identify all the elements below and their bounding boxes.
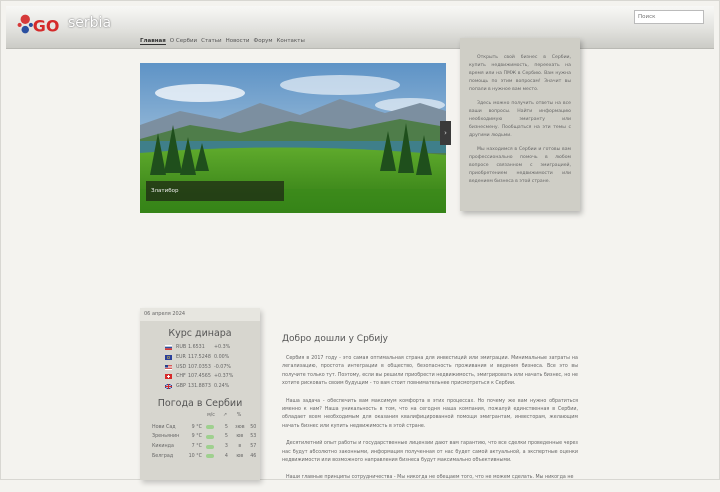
weather-city: Кикинда <box>152 444 174 450</box>
current-date: 06 апреля 2024 <box>140 308 260 321</box>
nav-forum[interactable]: Форум <box>253 38 273 44</box>
cloud-icon <box>206 425 214 429</box>
rate-value: 107.0353 <box>188 364 211 370</box>
weather-direction: зюв <box>235 424 245 430</box>
rate-value: 131.8873 <box>188 384 211 390</box>
rate-code: USD <box>176 364 187 370</box>
site-logo[interactable] <box>14 9 74 39</box>
weather-city: Зреньянин <box>152 434 180 440</box>
weather-humidity: 50 <box>250 424 257 430</box>
weather-wind: 5 <box>224 424 228 430</box>
svg-text:GO: GO <box>32 16 60 36</box>
weather-row <box>152 452 260 462</box>
slide-caption[interactable]: Златибор <box>146 181 284 201</box>
article-paragraph: Наши главные принципы сотрудничества - Мы никогда не обещаем того, что не можем сделать. Мы никогда не <box>286 475 574 481</box>
weather-header-direction: ↗ <box>222 413 228 419</box>
note-paragraph: Открыть свой бизнес в Сербии, купить недвижимость, переехать на время или на ПМЖ в Сербию. Вам нужна помощь по этим вопросам! Значит вы попали в нужное вам место. <box>469 55 571 92</box>
exchange-rates-table <box>165 343 260 391</box>
weather-header <box>152 413 260 422</box>
article-title: Добро дошли у Србију <box>282 334 389 344</box>
rate-row <box>165 343 260 353</box>
rate-change: 0.00% <box>214 355 230 361</box>
weather-direction: юв <box>236 453 244 459</box>
article-paragraph: Наша задача - обеспечить вам максимум комфорта в этих процессах. Но почему же вам нужно обратиться именно к нам? Наша уникальность в том, что на сегодня наша компания, пожалуй единственная в Сербии, обладает всем необходимым для оказания квалифицированной помощи эмигрантам, инвесторам, желающим начать бизнес или купить недвижимость в этой стране. <box>282 398 578 429</box>
note-paragraph: Здесь можно получить ответы на все ваши вопросы. Найти информацию необходимую эмигранту или бизнесмену. Пообщаться на эти темы с другими людьми. <box>469 101 571 138</box>
weather-wind: 5 <box>224 434 228 440</box>
weather-header-wind: м/с <box>207 413 215 419</box>
rate-value: 117.5248 <box>188 355 211 361</box>
sidebar <box>140 308 260 480</box>
weather-wind: 3 <box>224 444 228 450</box>
rate-row <box>165 362 260 372</box>
nav-articles[interactable]: Статьи <box>201 38 222 44</box>
rate-change: -0.07% <box>214 364 231 370</box>
cloud-icon <box>206 454 214 458</box>
exchange-rates-title: Курс динара <box>168 328 232 339</box>
weather-table <box>152 413 260 461</box>
weather-row <box>152 422 260 432</box>
weather-temp: 10 °C <box>188 453 202 459</box>
intro-note-panel <box>460 38 580 211</box>
russia-flag-icon <box>165 345 172 350</box>
rate-code: EUR <box>176 355 186 361</box>
site-header <box>6 6 714 49</box>
rate-row <box>165 372 260 382</box>
rate-code: GBP <box>176 384 186 390</box>
nav-home[interactable]: Главная <box>140 38 166 44</box>
weather-city: Белград <box>152 453 174 459</box>
rate-value: 107.4565 <box>188 374 211 380</box>
image-slider[interactable] <box>140 63 446 213</box>
rate-row <box>165 382 260 392</box>
rate-code: CHF <box>176 374 186 380</box>
weather-row <box>152 432 260 442</box>
rate-change: +0.3% <box>214 345 231 351</box>
search-input[interactable] <box>634 10 704 24</box>
note-paragraph: Мы находимся в Сербии и готовы вам профессионально помочь в любом вопросе связанном с эмиграцией, приобретением недвижимости или ведением бизнеса в этой стране. <box>469 147 571 184</box>
rate-change: +0.37% <box>214 374 234 380</box>
article-paragraph: Десятилетний опыт работы и государственные лицензии дают вам гарантию, что все сделки проведенные через нас будут абсолютно законными, информация полученная от нас будет самой актуальной, а экспертные оценки недвижимости или возможного направления бизнеса будут максимально объективными. <box>282 441 578 464</box>
usa-flag-icon <box>165 365 172 370</box>
nav-contacts[interactable]: Контакты <box>276 38 305 44</box>
cloud-icon <box>206 435 214 439</box>
nav-about-serbia[interactable]: О Сербии <box>169 38 198 44</box>
uk-flag-icon <box>165 384 172 389</box>
weather-header-humidity: % <box>236 413 242 419</box>
weather-humidity: 53 <box>250 434 257 440</box>
weather-direction: юв <box>236 434 244 440</box>
cloud-icon <box>206 445 214 449</box>
main-nav <box>140 38 305 45</box>
article-paragraph: Сербия в 2017 году - это самая оптимальная страна для инвестиций или эмиграции. Минимальные затраты на легализацию, простота интеграции в общество, безопасность проживания и ведения бизнеса. Все это вы получите только тут. Поэтому, если вы решили приобрести недвижимость, эмигрировать или начать бизнес, но не хотите рисковать своим будущим - то вам стоит повнимательнее присмотреться к Сербии. <box>282 356 578 387</box>
switzerland-flag-icon <box>165 374 172 379</box>
main-article <box>282 334 578 492</box>
weather-humidity: 57 <box>250 444 257 450</box>
weather-temp: 9 °C <box>191 434 202 440</box>
rate-code: RUB <box>176 345 187 351</box>
weather-temp: 9 °C <box>191 424 202 430</box>
rate-value: 1.6531 <box>188 345 205 351</box>
nav-news[interactable]: Новости <box>225 38 250 44</box>
rate-row <box>165 353 260 363</box>
weather-city: Нови Сад <box>152 424 176 430</box>
slider-next-arrow-icon[interactable]: › <box>440 121 451 145</box>
weather-temp: 7 °C <box>191 444 202 450</box>
weather-wind: 4 <box>224 453 228 459</box>
rate-change: 0.24% <box>214 384 230 390</box>
weather-direction: в <box>238 444 242 450</box>
weather-row <box>152 442 260 452</box>
eu-flag-icon <box>165 355 172 360</box>
weather-title: Погода в Сербии <box>157 398 243 410</box>
weather-humidity: 46 <box>250 453 257 459</box>
logo-text[interactable]: serbia <box>68 15 112 31</box>
